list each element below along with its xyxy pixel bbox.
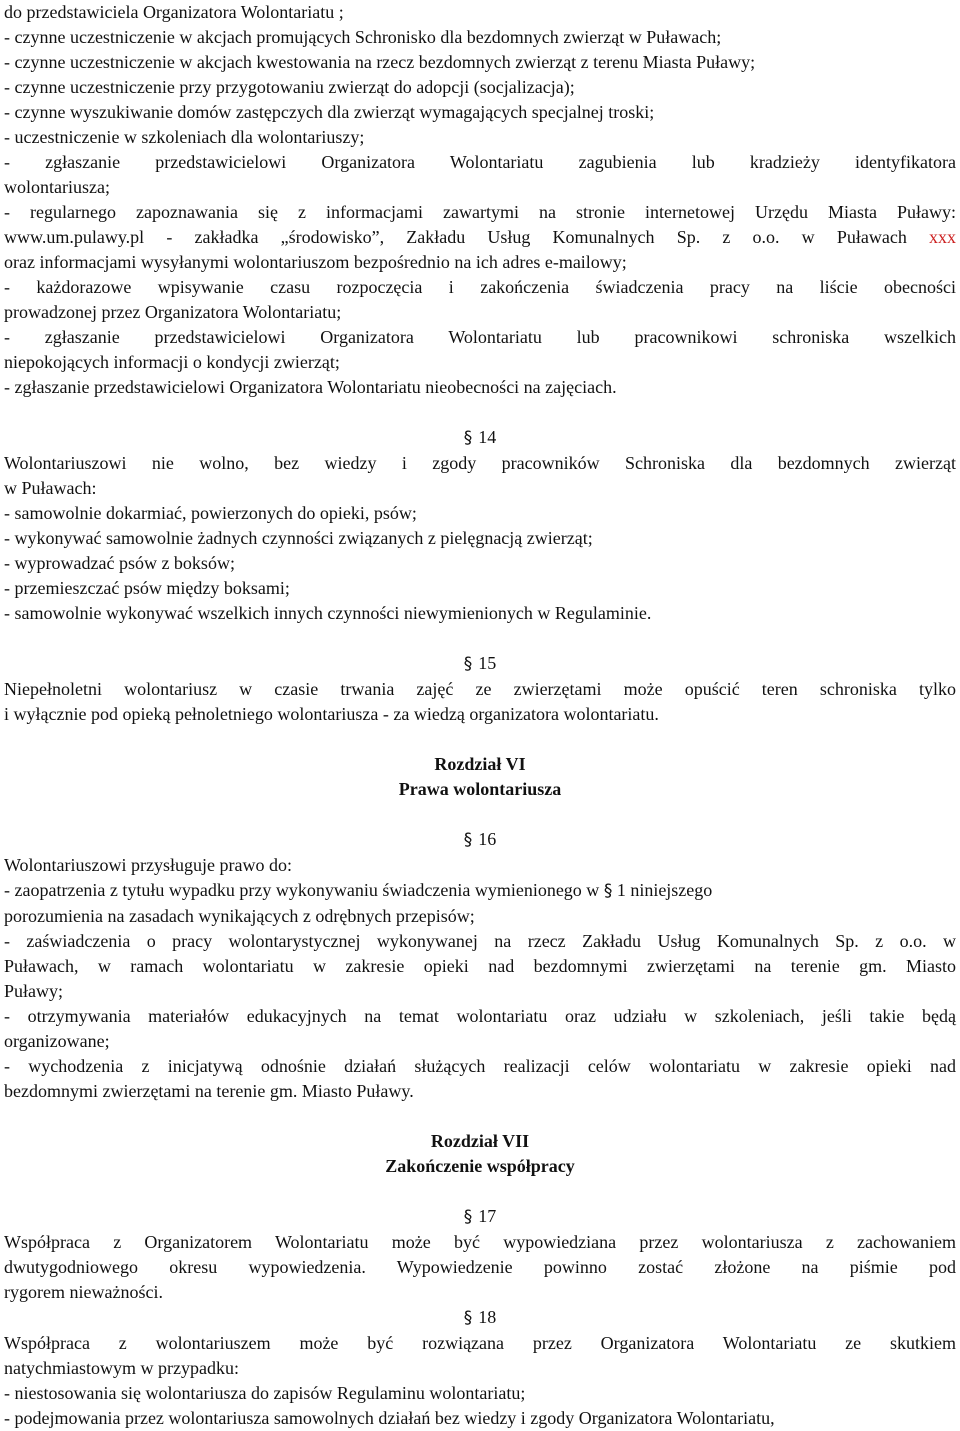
- line: prowadzonej przez Organizatora Wolontariatu;: [4, 302, 342, 322]
- line: i wyłącznie pod opieką pełnoletniego wolontariusza - za wiedzą organizatora wolontariatu.: [4, 704, 659, 724]
- list-item-lost-id: [4, 150, 956, 200]
- line: [4, 225, 956, 250]
- section-sign: §: [463, 654, 473, 674]
- section-number: 16: [478, 829, 497, 849]
- line: Współpraca z wolontariuszem może być rozwiązana przez Organizatora Wolontariatu ze skutkiem: [4, 1333, 956, 1353]
- section-heading: [0, 1305, 960, 1331]
- line: natychmiastowym w przypadku:: [4, 1358, 239, 1378]
- section-number: 14: [478, 427, 497, 447]
- chapter-title: Rozdział VII: [430, 1131, 530, 1151]
- line: - każdorazowe wpisywanie czasu rozpoczęcia i zakończenia świadczenia pracy na liście obecności: [4, 277, 956, 297]
- section-heading: [0, 1204, 960, 1230]
- section-number: 18: [478, 1307, 497, 1327]
- line: organizowane;: [4, 1031, 110, 1051]
- line: Puławy;: [4, 981, 64, 1001]
- line: - zgłaszanie przedstawicielowi Organizatora Wolontariatu lub pracownikowi schroniska wszelkich: [4, 327, 956, 347]
- list-item-worrying: [4, 325, 956, 375]
- line: - zaświadczenia o pracy wolontarystycznej wykonywanej na rzecz Zakładu Usług Komunalnych Sp. z o.o. w: [4, 931, 956, 951]
- section-body: [4, 677, 956, 727]
- line: niepokojących informacji o kondycji zwierząt;: [4, 352, 340, 372]
- list-item: - wyprowadzać psów z boksów;: [4, 553, 235, 573]
- list-item: - samowolnie wykonywać wszelkich innych czynności niewymienionych w Regulaminie.: [4, 603, 652, 623]
- line: - wychodzenia z inicjatywą odnośnie działań służących realizacji celów wolontariatu w zakresie opieki nad: [4, 1056, 956, 1076]
- list-item: - niestosowania się wolontariusza do zapisów Regulaminu wolontariatu;: [4, 1383, 526, 1403]
- section-intro: Wolontariuszowi przysługuje prawo do:: [4, 855, 292, 875]
- list-item: - przemieszczać psów między boksami;: [4, 578, 290, 598]
- list-item: [4, 1004, 956, 1054]
- line: - regularnego zapoznawania się z informacjami zawartymi na stronie internetowej Urzędu Miasta Puławy:: [4, 202, 956, 222]
- list-item: - podejmowania przez wolontariusza samowolnych działań bez wiedzy i zgody Organizatora Wolontariatu,: [4, 1408, 775, 1428]
- chapter-subtitle: Zakończenie współpracy: [385, 1156, 575, 1176]
- section-body: [4, 1331, 956, 1381]
- section-number: 15: [478, 653, 497, 673]
- list-item: - czynne uczestniczenie przy przygotowaniu zwierząt do adopcji (socjalizacja);: [4, 77, 575, 97]
- section-body: [4, 1230, 956, 1305]
- list-item: [4, 929, 956, 1004]
- line: Niepełnoletni wolontariusz w czasie trwania zajęć ze zwierzętami może opuścić teren schroniska tylko: [4, 679, 956, 699]
- line: bezdomnymi zwierzętami na terenie gm. Miasto Puławy.: [4, 1081, 414, 1101]
- list-item: - wykonywać samowolnie żadnych czynności związanych z pielęgnacją zwierząt;: [4, 528, 593, 548]
- section-sign: §: [603, 881, 613, 901]
- placeholder-red-text: xxx: [929, 227, 956, 247]
- line: - zgłaszanie przedstawicielowi Organizatora Wolontariatu zagubienia lub kradzieży identyfikatora: [4, 152, 956, 172]
- line: - otrzymywania materiałów edukacyjnych na temat wolontariatu oraz udziału w szkoleniach, jeśli takie będą: [4, 1006, 956, 1026]
- line: [4, 878, 940, 904]
- list-item-time: [4, 275, 956, 325]
- section-heading: [0, 425, 960, 451]
- list-item: - samowolnie dokarmiać, powierzonych do opieki, psów;: [4, 503, 417, 523]
- line: Współpraca z Organizatorem Wolontariatu może być wypowiedziana przez wolontariusza z zachowaniem: [4, 1232, 956, 1252]
- text: - zaopatrzenia z tytułu wypadku przy wykonywaniu świadczenia wymienionego w: [4, 880, 600, 900]
- line: rygorem nieważności.: [4, 1282, 163, 1302]
- chapter-title: Rozdział VI: [434, 754, 526, 774]
- list-item-absence: - zgłaszanie przedstawicielowi Organizatora Wolontariatu nieobecności na zajęciach.: [4, 377, 617, 397]
- list-item: - czynne uczestniczenie w akcjach kwestowania na rzecz bezdomnych zwierząt z terenu Miasta Puławy;: [4, 52, 756, 72]
- list-item: [4, 878, 940, 929]
- line: Wolontariuszowi nie wolno, bez wiedzy i zgody pracowników Schroniska dla bezdomnych zwierząt: [4, 453, 956, 473]
- section-sign: §: [463, 1308, 473, 1328]
- text: 1 niniejszego: [616, 880, 713, 900]
- list-item: - uczestniczenie w szkoleniach dla wolontariuszy;: [4, 127, 365, 147]
- line: w Puławach:: [4, 478, 97, 498]
- section-number: 17: [478, 1206, 497, 1226]
- line: dwutygodniowego okresu wypowiedzenia. Wypowiedzenie powinno zostać złożone na piśmie pod: [4, 1257, 956, 1277]
- line: wolontariusza;: [4, 177, 110, 197]
- section-heading: [0, 651, 960, 677]
- line: Puławach, w ramach wolontariatu w zakresie opieki nad bezdomnymi zwierzętami na terenie gm. Miasto: [4, 956, 956, 976]
- section-sign: §: [463, 428, 473, 448]
- list-item: [4, 1054, 956, 1104]
- section-heading: [0, 827, 960, 853]
- list-item: - czynne uczestniczenie w akcjach promujących Schronisko dla bezdomnych zwierząt w Puławach;: [4, 27, 722, 47]
- section-intro: [4, 451, 956, 501]
- list-item: do przedstawiciela Organizatora Wolontariatu ;: [4, 2, 344, 22]
- section-sign: §: [463, 1207, 473, 1227]
- section-sign: §: [463, 830, 473, 850]
- chapter-subtitle: Prawa wolontariusza: [398, 779, 562, 799]
- list-item: - czynne wyszukiwanie domów zastępczych dla zwierząt wymagających specjalnej troski;: [4, 102, 655, 122]
- website-text: www.um.pulawy.pl - zakładka „środowisko”, Zakładu Usług Komunalnych Sp. z o.o. w Puławach: [4, 227, 907, 247]
- line: porozumienia na zasadach wynikających z odrębnych przepisów;: [4, 906, 475, 926]
- list-item-website: [4, 200, 956, 275]
- line: oraz informacjami wysyłanymi wolontariuszom bezpośrednio na ich adres e-mailowy;: [4, 252, 627, 272]
